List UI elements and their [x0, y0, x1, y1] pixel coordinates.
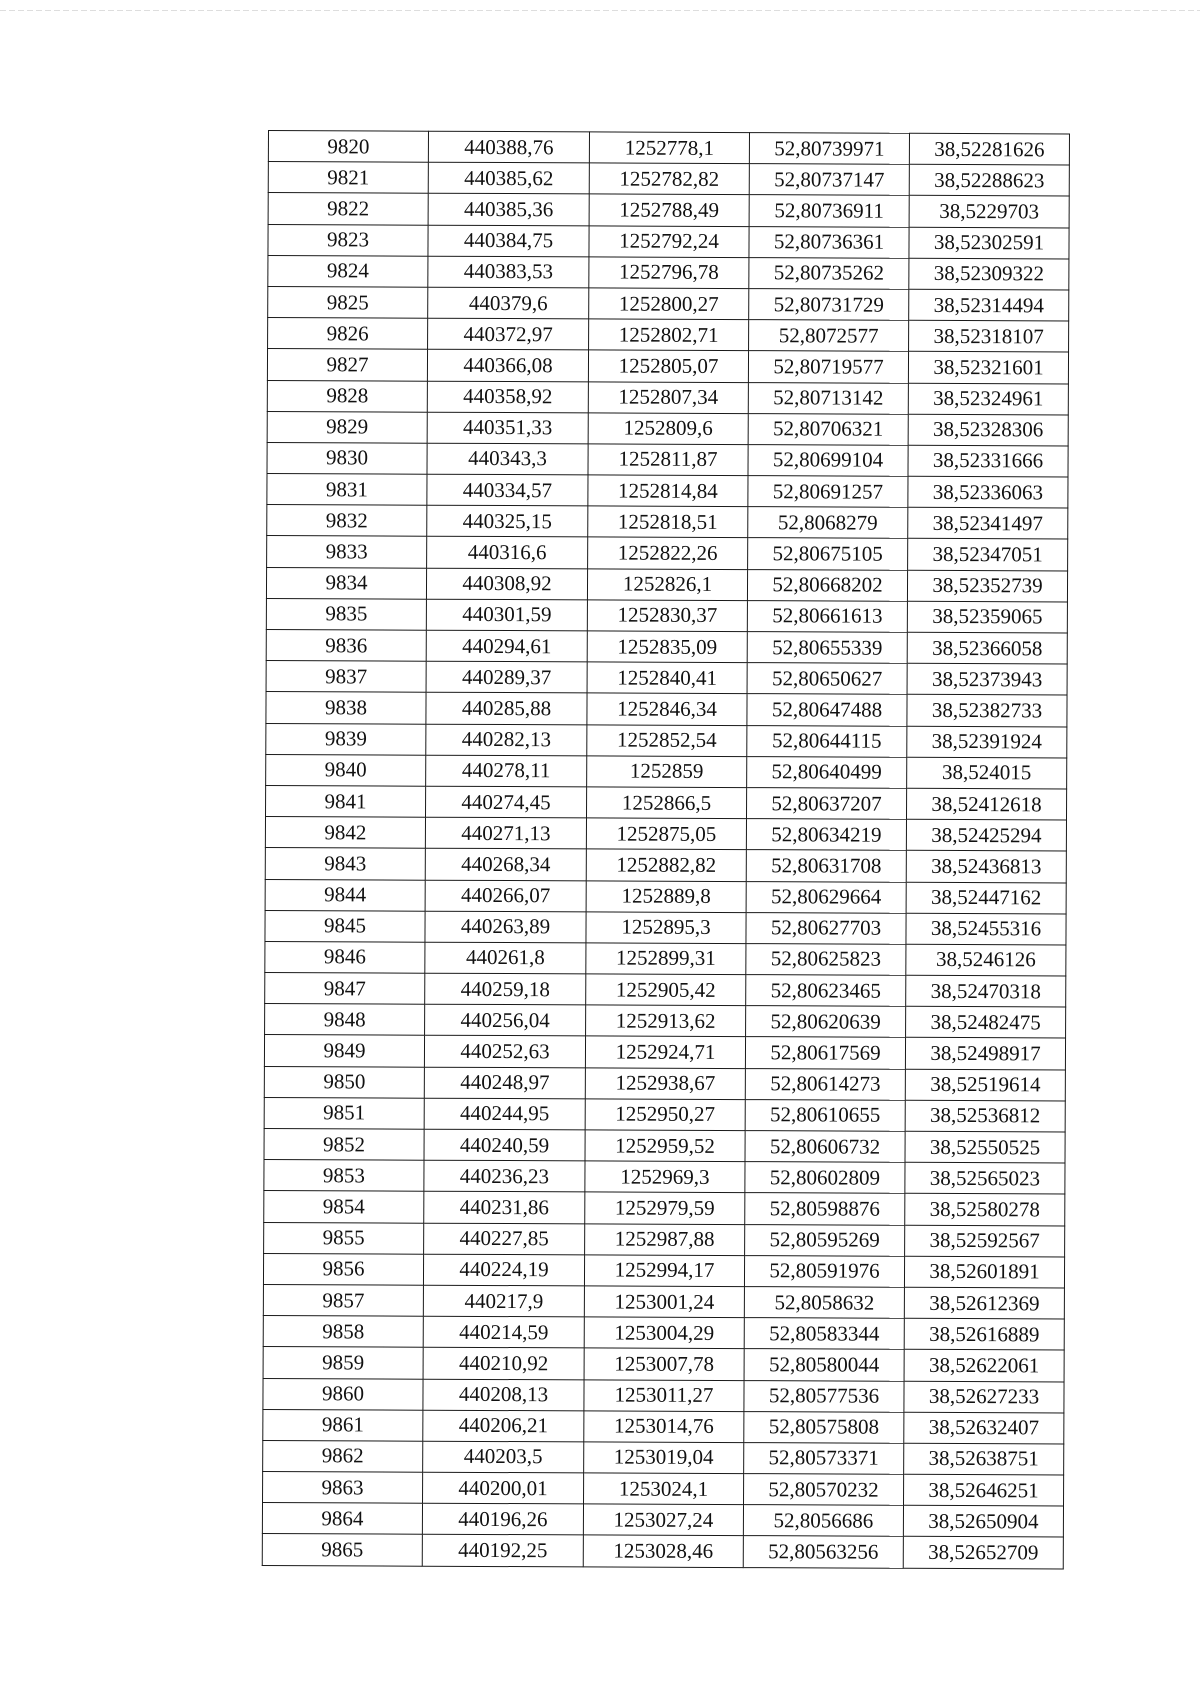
y-coordinate-cell: 1252778,1 — [589, 132, 749, 164]
y-coordinate-cell: 1253014,76 — [584, 1411, 744, 1443]
point-number-cell: 9832 — [267, 505, 427, 537]
table-row — [263, 1440, 1064, 1475]
point-number-cell: 9856 — [263, 1253, 423, 1285]
x-coordinate-cell: 440271,13 — [425, 817, 586, 849]
x-coordinate-cell: 440282,13 — [426, 724, 587, 756]
point-number-cell: 9828 — [267, 380, 427, 412]
longitude-cell: 38,52638751 — [904, 1443, 1064, 1475]
longitude-cell: 38,52616889 — [904, 1318, 1064, 1350]
latitude-cell: 52,80736361 — [749, 226, 909, 258]
longitude-cell: 38,52652709 — [903, 1537, 1063, 1569]
x-coordinate-cell: 440388,76 — [428, 131, 589, 163]
y-coordinate-cell: 1252987,88 — [585, 1223, 745, 1255]
x-coordinate-cell: 440224,19 — [423, 1254, 584, 1286]
longitude-cell: 38,52324961 — [908, 383, 1068, 415]
point-number-cell: 9865 — [262, 1534, 422, 1566]
y-coordinate-cell: 1252882,82 — [586, 849, 746, 881]
y-coordinate-cell: 1252859 — [587, 756, 747, 788]
table-row — [263, 1472, 1064, 1507]
latitude-cell: 52,80736911 — [749, 195, 909, 227]
table-row — [263, 1253, 1064, 1288]
x-coordinate-cell: 440203,5 — [423, 1441, 584, 1473]
x-coordinate-cell: 440259,18 — [425, 973, 586, 1005]
latitude-cell: 52,80563256 — [743, 1536, 903, 1568]
table-row — [267, 536, 1068, 571]
latitude-cell: 52,80580044 — [744, 1349, 904, 1381]
point-number-cell: 9859 — [263, 1347, 423, 1379]
y-coordinate-cell: 1252814,84 — [588, 475, 748, 507]
point-number-cell: 9838 — [266, 692, 426, 724]
longitude-cell: 38,52627233 — [904, 1381, 1064, 1413]
latitude-cell: 52,80598876 — [745, 1193, 905, 1225]
point-number-cell: 9845 — [265, 910, 425, 942]
x-coordinate-cell: 440372,97 — [428, 318, 589, 350]
x-coordinate-cell: 440261,8 — [425, 942, 586, 974]
y-coordinate-cell: 1252782,82 — [589, 163, 749, 195]
longitude-cell: 38,52352739 — [907, 570, 1067, 602]
longitude-cell: 38,52309322 — [909, 258, 1069, 290]
point-number-cell: 9830 — [267, 442, 427, 474]
table-row — [265, 973, 1066, 1008]
latitude-cell: 52,80595269 — [745, 1224, 905, 1256]
latitude-cell: 52,80647488 — [747, 694, 907, 726]
point-number-cell: 9864 — [262, 1503, 422, 1535]
x-coordinate-cell: 440289,37 — [426, 661, 587, 693]
latitude-cell: 52,80637207 — [746, 788, 906, 820]
y-coordinate-cell: 1252796,78 — [589, 257, 749, 289]
y-coordinate-cell: 1252830,37 — [587, 600, 747, 632]
point-number-cell: 9848 — [265, 1004, 425, 1036]
latitude-cell: 52,80570232 — [744, 1474, 904, 1506]
latitude-cell: 52,80606732 — [745, 1131, 905, 1163]
y-coordinate-cell: 1252818,51 — [588, 506, 748, 538]
longitude-cell: 38,52328306 — [908, 414, 1068, 446]
table-row — [263, 1409, 1064, 1444]
point-number-cell: 9847 — [265, 973, 425, 1005]
longitude-cell: 38,524015 — [907, 757, 1067, 789]
point-number-cell: 9836 — [266, 629, 426, 661]
table-row — [265, 879, 1066, 914]
x-coordinate-cell: 440383,53 — [428, 256, 589, 288]
table-row — [265, 848, 1066, 883]
y-coordinate-cell: 1252800,27 — [589, 288, 749, 320]
y-coordinate-cell: 1252924,71 — [585, 1036, 745, 1068]
y-coordinate-cell: 1252895,3 — [586, 912, 746, 944]
table-row — [266, 567, 1067, 602]
point-number-cell: 9851 — [264, 1097, 424, 1129]
longitude-cell: 38,52470318 — [906, 975, 1066, 1007]
y-coordinate-cell: 1253028,46 — [583, 1535, 743, 1567]
point-number-cell: 9839 — [266, 723, 426, 755]
table-row — [267, 505, 1068, 540]
point-number-cell: 9829 — [267, 411, 427, 443]
latitude-cell: 52,8058632 — [744, 1287, 904, 1319]
latitude-cell: 52,80675105 — [748, 538, 908, 570]
latitude-cell: 52,80691257 — [748, 476, 908, 508]
longitude-cell: 38,52601891 — [904, 1256, 1064, 1288]
x-coordinate-cell: 440384,75 — [428, 225, 589, 257]
latitude-cell: 52,80655339 — [747, 632, 907, 664]
point-number-cell: 9858 — [263, 1316, 423, 1348]
y-coordinate-cell: 1252805,07 — [588, 350, 748, 382]
latitude-cell: 52,80610655 — [745, 1099, 905, 1131]
table-row — [267, 442, 1068, 477]
point-number-cell: 9840 — [266, 754, 426, 786]
point-number-cell: 9835 — [266, 598, 426, 630]
x-coordinate-cell: 440256,04 — [425, 1004, 586, 1036]
y-coordinate-cell: 1252802,71 — [589, 319, 749, 351]
point-number-cell: 9863 — [263, 1472, 423, 1504]
longitude-cell: 38,52565023 — [905, 1162, 1065, 1194]
latitude-cell: 52,80650627 — [747, 663, 907, 695]
point-number-cell: 9860 — [263, 1378, 423, 1410]
x-coordinate-cell: 440208,13 — [423, 1379, 584, 1411]
table-row — [262, 1534, 1063, 1569]
x-coordinate-cell: 440244,95 — [424, 1098, 585, 1130]
longitude-cell: 38,52436813 — [906, 851, 1066, 883]
x-coordinate-cell: 440285,88 — [426, 693, 587, 725]
x-coordinate-cell: 440301,59 — [426, 599, 587, 631]
table-row — [268, 286, 1069, 321]
latitude-cell: 52,80706321 — [748, 413, 908, 445]
y-coordinate-cell: 1252969,3 — [585, 1161, 745, 1193]
point-number-cell: 9827 — [267, 349, 427, 381]
y-coordinate-cell: 1252866,5 — [587, 787, 747, 819]
longitude-cell: 38,52302591 — [909, 227, 1069, 259]
y-coordinate-cell: 1252979,59 — [585, 1192, 745, 1224]
x-coordinate-cell: 440248,97 — [424, 1067, 585, 1099]
table-row — [265, 1004, 1066, 1039]
coordinates-table-body — [262, 131, 1069, 1569]
point-number-cell: 9824 — [268, 255, 428, 287]
longitude-cell: 38,52519614 — [905, 1069, 1065, 1101]
table-row — [266, 754, 1067, 789]
table-row — [266, 629, 1067, 664]
longitude-cell: 38,52622061 — [904, 1350, 1064, 1382]
table-row — [264, 1097, 1065, 1132]
latitude-cell: 52,8068279 — [748, 507, 908, 539]
latitude-cell: 52,80719577 — [748, 351, 908, 383]
latitude-cell: 52,80737147 — [749, 164, 909, 196]
table-row — [268, 193, 1069, 228]
table-row — [263, 1347, 1064, 1382]
point-number-cell: 9846 — [265, 941, 425, 973]
longitude-cell: 38,52314494 — [909, 289, 1069, 321]
longitude-cell: 38,52318107 — [909, 320, 1069, 352]
table-row — [262, 1503, 1063, 1538]
latitude-cell: 52,80577536 — [744, 1380, 904, 1412]
table-row — [265, 817, 1066, 852]
longitude-cell: 38,52373943 — [907, 663, 1067, 695]
table-row — [267, 474, 1068, 509]
longitude-cell: 38,52331666 — [908, 445, 1068, 477]
y-coordinate-cell: 1252889,8 — [586, 880, 746, 912]
y-coordinate-cell: 1252788,49 — [589, 194, 749, 226]
longitude-cell: 38,52536812 — [905, 1100, 1065, 1132]
latitude-cell: 52,80627703 — [746, 912, 906, 944]
latitude-cell: 52,80591976 — [744, 1255, 904, 1287]
y-coordinate-cell: 1253027,24 — [583, 1504, 743, 1536]
latitude-cell: 52,8072577 — [749, 320, 909, 352]
latitude-cell: 52,80731729 — [749, 289, 909, 321]
longitude-cell: 38,52632407 — [904, 1412, 1064, 1444]
x-coordinate-cell: 440343,3 — [427, 443, 588, 475]
x-coordinate-cell: 440252,63 — [424, 1036, 585, 1068]
latitude-cell: 52,80575808 — [744, 1411, 904, 1443]
longitude-cell: 38,52288623 — [909, 164, 1069, 196]
table-row — [268, 318, 1069, 353]
x-coordinate-cell: 440358,92 — [427, 381, 588, 413]
point-number-cell: 9843 — [265, 848, 425, 880]
x-coordinate-cell: 440308,92 — [426, 568, 587, 600]
longitude-cell: 38,52412618 — [906, 788, 1066, 820]
latitude-cell: 52,80583344 — [744, 1318, 904, 1350]
latitude-cell: 52,80661613 — [747, 600, 907, 632]
y-coordinate-cell: 1252811,87 — [588, 444, 748, 476]
latitude-cell: 52,80625823 — [746, 943, 906, 975]
y-coordinate-cell: 1252913,62 — [586, 1005, 746, 1037]
longitude-cell: 38,52366058 — [907, 632, 1067, 664]
x-coordinate-cell: 440294,61 — [426, 630, 587, 662]
point-number-cell: 9821 — [268, 162, 428, 194]
y-coordinate-cell: 1252875,05 — [586, 818, 746, 850]
y-coordinate-cell: 1252950,27 — [585, 1099, 745, 1131]
longitude-cell: 38,52646251 — [904, 1474, 1064, 1506]
latitude-cell: 52,80573371 — [744, 1442, 904, 1474]
longitude-cell: 38,52321601 — [908, 352, 1068, 384]
latitude-cell: 52,80668202 — [747, 569, 907, 601]
longitude-cell: 38,52382733 — [907, 695, 1067, 727]
longitude-cell: 38,52281626 — [909, 133, 1069, 165]
x-coordinate-cell: 440385,36 — [428, 194, 589, 226]
x-coordinate-cell: 440334,57 — [427, 474, 588, 506]
point-number-cell: 9822 — [268, 193, 428, 225]
point-number-cell: 9831 — [267, 474, 427, 506]
y-coordinate-cell: 1252835,09 — [587, 631, 747, 663]
latitude-cell: 52,80739971 — [749, 133, 909, 165]
latitude-cell: 52,80602809 — [745, 1162, 905, 1194]
table-row — [264, 1128, 1065, 1163]
table-row — [264, 1222, 1065, 1257]
x-coordinate-cell: 440325,15 — [427, 505, 588, 537]
point-number-cell: 9855 — [264, 1222, 424, 1254]
latitude-cell: 52,80631708 — [746, 850, 906, 882]
longitude-cell: 38,52550525 — [905, 1131, 1065, 1163]
latitude-cell: 52,80699104 — [748, 444, 908, 476]
point-number-cell: 9850 — [264, 1066, 424, 1098]
latitude-cell: 52,80614273 — [745, 1068, 905, 1100]
x-coordinate-cell: 440200,01 — [423, 1472, 584, 1504]
x-coordinate-cell: 440268,34 — [425, 849, 586, 881]
x-coordinate-cell: 440379,6 — [428, 287, 589, 319]
table-row — [268, 224, 1069, 259]
x-coordinate-cell: 440206,21 — [423, 1410, 584, 1442]
latitude-cell: 52,80629664 — [746, 881, 906, 913]
point-number-cell: 9842 — [265, 817, 425, 849]
point-number-cell: 9834 — [266, 567, 426, 599]
x-coordinate-cell: 440263,89 — [425, 911, 586, 943]
x-coordinate-cell: 440366,08 — [427, 350, 588, 382]
y-coordinate-cell: 1252792,24 — [589, 225, 749, 257]
longitude-cell: 38,5229703 — [909, 196, 1069, 228]
y-coordinate-cell: 1252905,42 — [586, 974, 746, 1006]
point-number-cell: 9826 — [268, 318, 428, 350]
table-row — [266, 598, 1067, 633]
y-coordinate-cell: 1252852,54 — [587, 724, 747, 756]
table-row — [264, 1035, 1065, 1070]
longitude-cell: 38,52425294 — [906, 819, 1066, 851]
longitude-cell: 38,52447162 — [906, 882, 1066, 914]
table-row — [267, 380, 1068, 415]
table-row — [267, 349, 1068, 384]
point-number-cell: 9861 — [263, 1409, 423, 1441]
x-coordinate-cell: 440240,59 — [424, 1129, 585, 1161]
x-coordinate-cell: 440351,33 — [427, 412, 588, 444]
x-coordinate-cell: 440274,45 — [426, 786, 587, 818]
longitude-cell: 38,52359065 — [907, 601, 1067, 633]
table-row — [266, 692, 1067, 727]
table-row — [268, 255, 1069, 290]
x-coordinate-cell: 440316,6 — [427, 537, 588, 569]
table-row — [264, 1191, 1065, 1226]
point-number-cell: 9841 — [266, 785, 426, 817]
x-coordinate-cell: 440385,62 — [428, 162, 589, 194]
y-coordinate-cell: 1252840,41 — [587, 662, 747, 694]
table-row — [266, 785, 1067, 820]
y-coordinate-cell: 1252822,26 — [588, 537, 748, 569]
table-row — [263, 1378, 1064, 1413]
table-row — [266, 661, 1067, 696]
latitude-cell: 52,80644115 — [747, 725, 907, 757]
y-coordinate-cell: 1253024,1 — [584, 1473, 744, 1505]
table-row — [264, 1066, 1065, 1101]
point-number-cell: 9833 — [267, 536, 427, 568]
y-coordinate-cell: 1252899,31 — [586, 943, 746, 975]
table-row — [263, 1316, 1064, 1351]
point-number-cell: 9857 — [263, 1284, 423, 1316]
x-coordinate-cell: 440210,92 — [423, 1348, 584, 1380]
table-row — [268, 162, 1069, 197]
table-row — [267, 411, 1068, 446]
latitude-cell: 52,80623465 — [746, 975, 906, 1007]
x-coordinate-cell: 440231,86 — [424, 1192, 585, 1224]
y-coordinate-cell: 1253019,04 — [584, 1442, 744, 1474]
longitude-cell: 38,52347051 — [908, 539, 1068, 571]
table-row — [263, 1284, 1064, 1319]
x-coordinate-cell: 440217,9 — [423, 1285, 584, 1317]
longitude-cell: 38,52580278 — [905, 1194, 1065, 1226]
y-coordinate-cell: 1252846,34 — [587, 693, 747, 725]
y-coordinate-cell: 1253007,78 — [584, 1348, 744, 1380]
point-number-cell: 9844 — [265, 879, 425, 911]
table-row — [265, 941, 1066, 976]
x-coordinate-cell: 440236,23 — [424, 1160, 585, 1192]
y-coordinate-cell: 1253001,24 — [584, 1286, 744, 1318]
longitude-cell: 38,52341497 — [908, 508, 1068, 540]
longitude-cell: 38,52592567 — [905, 1225, 1065, 1257]
x-coordinate-cell: 440192,25 — [422, 1535, 583, 1567]
y-coordinate-cell: 1252826,1 — [587, 569, 747, 601]
table-row — [264, 1160, 1065, 1195]
y-coordinate-cell: 1252938,67 — [585, 1068, 745, 1100]
longitude-cell: 38,52482475 — [906, 1007, 1066, 1039]
x-coordinate-cell: 440266,07 — [425, 880, 586, 912]
latitude-cell: 52,80735262 — [749, 257, 909, 289]
y-coordinate-cell: 1252809,6 — [588, 413, 748, 445]
longitude-cell: 38,52498917 — [905, 1038, 1065, 1070]
table-row — [265, 910, 1066, 945]
latitude-cell: 52,8056686 — [743, 1505, 903, 1537]
point-number-cell: 9823 — [268, 224, 428, 256]
x-coordinate-cell: 440196,26 — [422, 1503, 583, 1535]
point-number-cell: 9862 — [263, 1440, 423, 1472]
latitude-cell: 52,80634219 — [746, 819, 906, 851]
point-number-cell: 9854 — [264, 1191, 424, 1223]
longitude-cell: 38,5246126 — [906, 944, 1066, 976]
table-row — [268, 131, 1069, 166]
longitude-cell: 38,52612369 — [904, 1287, 1064, 1319]
point-number-cell: 9825 — [268, 286, 428, 318]
y-coordinate-cell: 1253011,27 — [584, 1379, 744, 1411]
longitude-cell: 38,52336063 — [908, 476, 1068, 508]
coordinates-table — [262, 130, 1070, 1569]
point-number-cell: 9852 — [264, 1128, 424, 1160]
table-row — [266, 723, 1067, 758]
y-coordinate-cell: 1252959,52 — [585, 1130, 745, 1162]
point-number-cell: 9820 — [268, 131, 428, 163]
longitude-cell: 38,52391924 — [907, 726, 1067, 758]
point-number-cell: 9853 — [264, 1160, 424, 1192]
latitude-cell: 52,80640499 — [747, 756, 907, 788]
point-number-cell: 9837 — [266, 661, 426, 693]
x-coordinate-cell: 440227,85 — [424, 1223, 585, 1255]
latitude-cell: 52,80713142 — [748, 382, 908, 414]
longitude-cell: 38,52455316 — [906, 913, 1066, 945]
point-number-cell: 9849 — [264, 1035, 424, 1067]
latitude-cell: 52,80620639 — [746, 1006, 906, 1038]
x-coordinate-cell: 440278,11 — [426, 755, 587, 787]
y-coordinate-cell: 1252807,34 — [588, 381, 748, 413]
x-coordinate-cell: 440214,59 — [423, 1316, 584, 1348]
y-coordinate-cell: 1252994,17 — [584, 1255, 744, 1287]
longitude-cell: 38,52650904 — [903, 1506, 1063, 1538]
latitude-cell: 52,80617569 — [745, 1037, 905, 1069]
y-coordinate-cell: 1253004,29 — [584, 1317, 744, 1349]
